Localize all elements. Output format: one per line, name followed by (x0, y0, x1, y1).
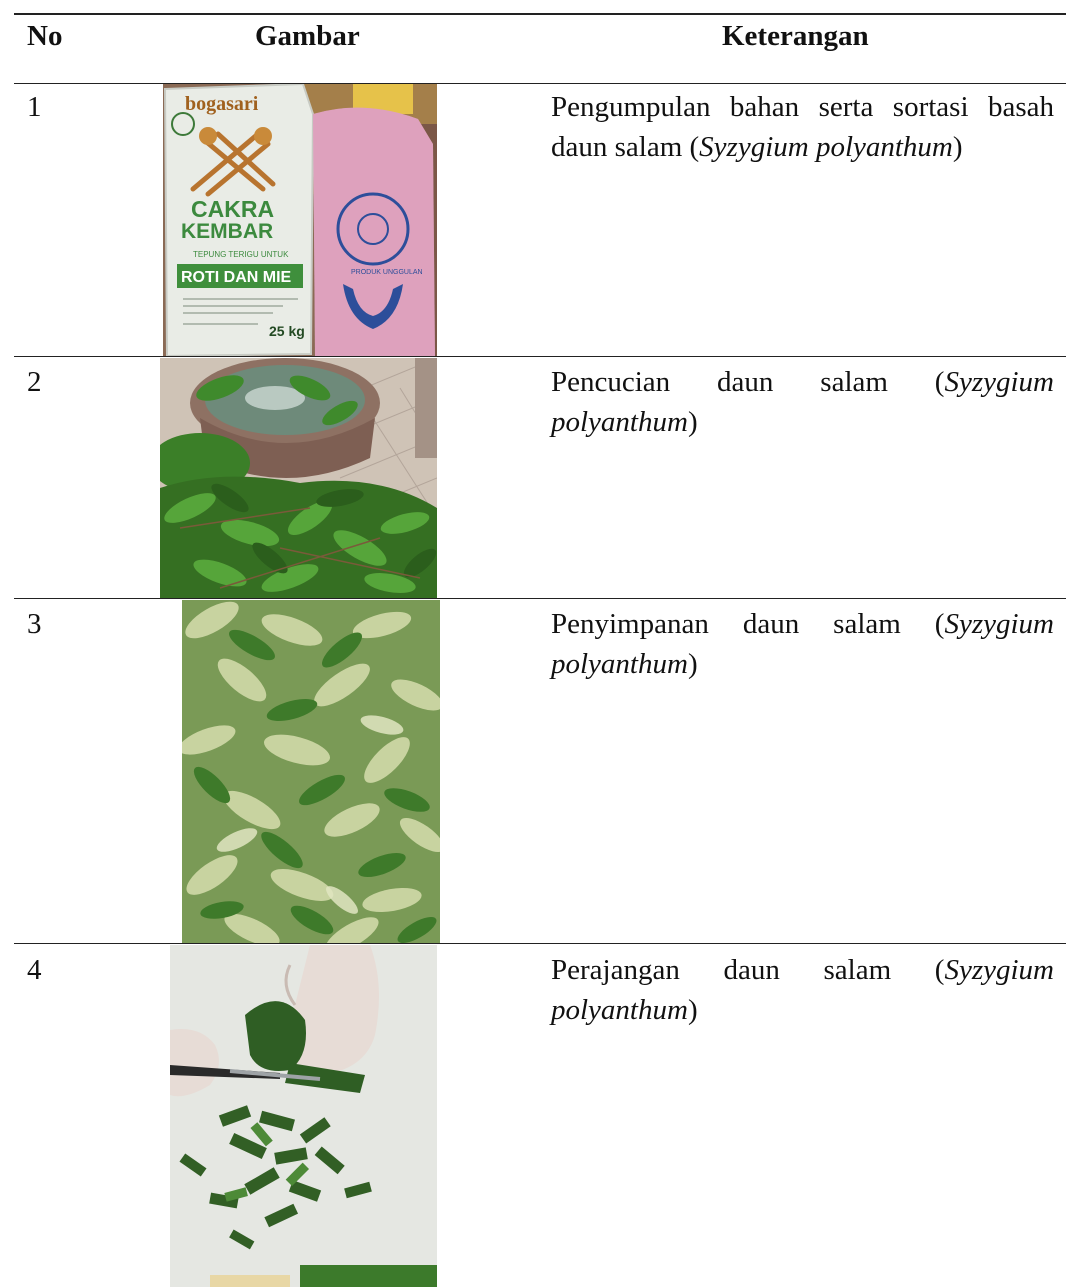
row-4-number: 4 (27, 954, 42, 986)
header-gambar: Gambar (255, 20, 360, 52)
header-keterangan: Keterangan (722, 20, 869, 52)
row-2-text: Pencucian daun salam ( (551, 366, 945, 398)
row-4-species: Syzygium polyanthum (551, 954, 1054, 1026)
sack-product-line2: KEMBAR (181, 220, 274, 243)
sack-pink-text: PRODUK UNGGULAN (351, 269, 423, 276)
row-3-text-end: ) (687, 648, 698, 680)
row-3-text: Penyimpanan daun salam ( (551, 608, 945, 640)
row-4-description (551, 950, 1054, 1030)
row-4-text-end: ) (687, 994, 698, 1026)
row-1-number: 1 (27, 91, 42, 123)
row-3-description (551, 604, 1054, 684)
row-2-photo-washing-leaves (160, 358, 437, 598)
row-3-number: 3 (27, 608, 42, 640)
table-top-rule (14, 13, 1066, 15)
row-3-photo-stored-leaves (182, 600, 440, 943)
row-4-photo-cutting-leaves (170, 945, 437, 1287)
sack-product-line1: CAKRA (191, 196, 275, 222)
row-divider-2 (14, 598, 1066, 599)
row-4-text: Perajangan daun salam ( (551, 954, 945, 986)
sack-subtitle: TEPUNG TERIGU UNTUK (193, 250, 289, 259)
row-2-text-end: ) (687, 406, 698, 438)
row-1-text: Pengumpulan bahan serta sortasi basah daun salam ( (551, 91, 1054, 163)
row-divider-3 (14, 943, 1066, 944)
sack-brand-text: bogasari (185, 93, 259, 115)
row-3-species: Syzygium polyanthum (551, 608, 1054, 680)
row-2-number: 2 (27, 366, 42, 398)
row-2-species: Syzygium polyanthum (551, 366, 1054, 438)
row-divider-1 (14, 356, 1066, 357)
header-no: No (27, 20, 63, 52)
row-1-species: Syzygium polyanthum (699, 131, 953, 163)
sack-weight: 25 kg (269, 323, 305, 339)
sack-banner: ROTI DAN MIE (181, 269, 292, 286)
row-1-description (551, 87, 1054, 167)
row-2-description (551, 362, 1054, 442)
row-1-text-end: ) (952, 131, 963, 163)
row-1-photo-flour-sacks (163, 84, 437, 356)
